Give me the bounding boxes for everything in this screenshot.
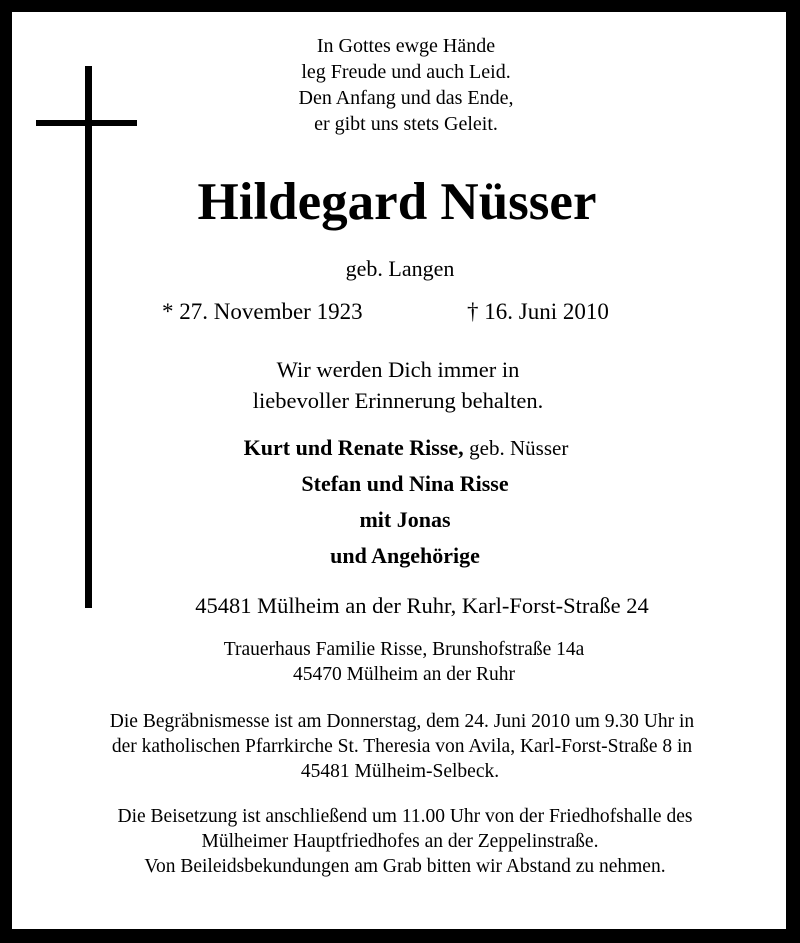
mass-notice-line: Die Begräbnismesse ist am Donnerstag, dem 24. Juni 2010 um 9.30 Uhr in (109, 711, 695, 732)
family-address: 45481 Mülheim an der Ruhr, Karl-Forst-Straße 24 (195, 593, 649, 618)
family-members-bold: Kurt und Renate Risse, (243, 435, 464, 460)
family-line: und Angehörige (330, 543, 480, 568)
mourning-house-line: Trauerhaus Familie Risse, Brunshofstraße 14a (223, 639, 585, 660)
tribute-line: liebevoller Erinnerung behalten. (252, 388, 544, 413)
birth-date: * 27. November 1923 (162, 299, 363, 324)
deceased-name: Hildegard Nüsser (197, 173, 597, 231)
mass-notice-line: der katholischen Pfarrkirche St. Theresia von Avila, Karl-Forst-Straße 8 in (111, 736, 693, 757)
birth-name: geb. Langen (345, 256, 455, 281)
burial-notice-line: Von Beileidsbekundungen am Grab bitten wir Abstand zu nehmen. (144, 856, 666, 877)
mass-notice-line: 45481 Mülheim-Selbeck. (300, 761, 500, 782)
family-line: mit Jonas (359, 507, 451, 532)
verse-line: Den Anfang und das Ende, (298, 87, 514, 109)
burial-notice-line: Mülheimer Hauptfriedhofes an der Zeppelinstraße. (201, 831, 599, 852)
burial-notice-line: Die Beisetzung ist anschließend um 11.00 Uhr von der Friedhofshalle des (117, 806, 693, 827)
verse-line: leg Freude und auch Leid. (301, 61, 511, 83)
family-members-aside: geb. Nüsser (469, 436, 569, 460)
tribute-line: Wir werden Dich immer in (276, 357, 520, 382)
family-line (6, 430, 800, 466)
verse-line: er gibt uns stets Geleit. (314, 113, 498, 135)
death-date: † 16. Juni 2010 (467, 299, 609, 324)
family-line: Stefan und Nina Risse (301, 471, 509, 496)
mourning-house-line: 45470 Mülheim an der Ruhr (292, 664, 516, 685)
verse-line: In Gottes ewge Hände (316, 35, 496, 57)
